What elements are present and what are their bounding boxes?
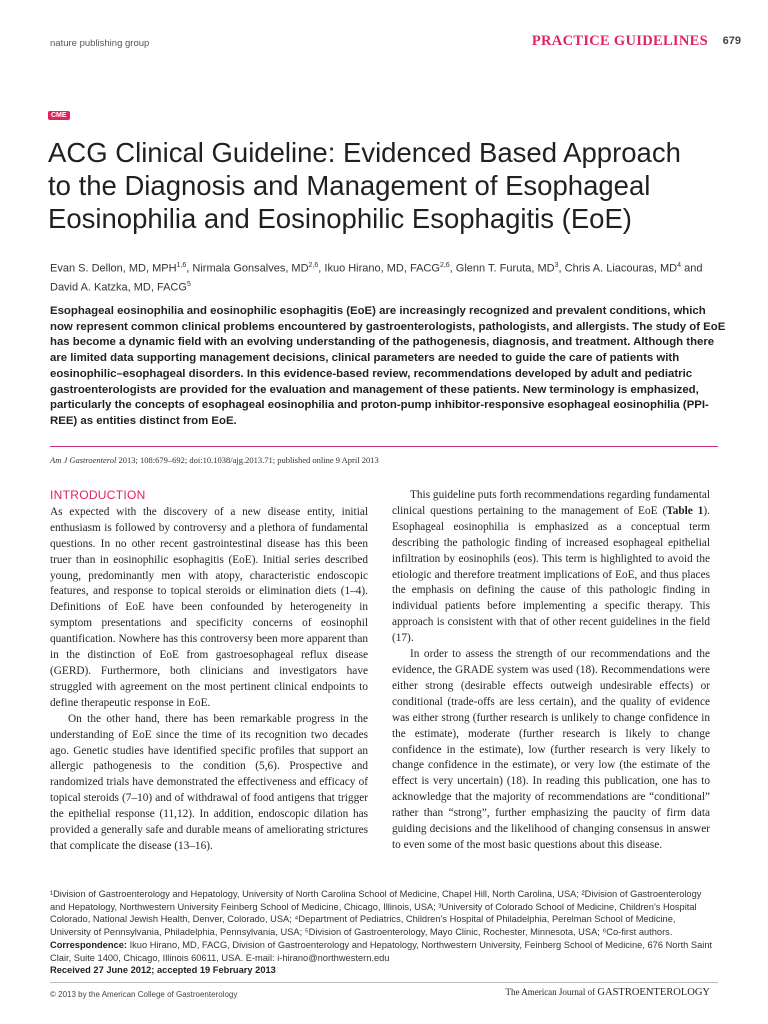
affiliation-footnotes [50, 888, 718, 977]
citation-journal: Am J Gastroenterol [50, 455, 117, 465]
author-list [50, 258, 726, 296]
author-affiliation: 2,6 [308, 262, 319, 269]
section-heading-introduction: INTRODUCTION [50, 488, 146, 502]
author-name: Evan S. Dellon, MD, MPH [50, 262, 177, 275]
author-affiliation: 4 [677, 262, 682, 269]
left-column [50, 488, 368, 855]
title-line: to the Diagnosis and Management of Esophageal [48, 170, 651, 201]
paragraph-text: ). Esophageal eosinophilia is emphasized as a conceptual term describing the pathologic finding of increased esophageal epithelial infiltration by eosinophils (eos). This term is highlighted to avoid the etiologic and therefore treatment implications of EoE, and thus places the emphasis on defining the cause of this pathologic finding in individual patients before implementing a specific therapy. This approach is consistent with that of other recent guidelines in the field (17). [392, 504, 710, 645]
section-label: PRACTICE GUIDELINES [531, 33, 708, 49]
copyright-notice: © 2013 by the American College of Gastroenterology [50, 990, 238, 999]
author-affiliation: 1,6 [176, 262, 187, 269]
author-name: David A. Katzka, MD, FACG [50, 281, 187, 294]
author-name: , Glenn T. Furuta, MD [449, 262, 555, 275]
paragraph-text: This guideline puts forth recommendations regarding fundamental clinical questions pertaining to the management of EoE ( [392, 489, 710, 517]
author-name: , Chris A. Liacouras, MD [558, 262, 678, 275]
affiliations-text: ¹Division of Gastroenterology and Hepatology, University of North Carolina School of Medicine, Chapel Hill, North Carolina, USA; ²Division of Gastroenterology and Hepatology, Northwestern University Feinberg School of Medicine, Chicago, Illinois, USA; ³University of Colorado School of Medicine, Children’s Hospital Colorado, National Jewish Health, Denver, Colorado, USA; ⁴Department of Pediatrics, Children’s Hospital of Philadelphia, Perelman School of Medicine, University of Pennsylvania, Philadelphia, Pennsylvania, USA; ⁵Division of Gastroenterology, Mayo Clinic, Rochester, Minnesota, USA; ⁶Co-first authors. [50, 889, 702, 938]
author-conjunction: and [681, 262, 703, 275]
journal-name [505, 987, 710, 998]
cme-badge: CME [48, 111, 70, 120]
received-dates: Received 27 June 2012; accepted 19 February 2013 [50, 965, 276, 976]
footer-divider [50, 982, 718, 983]
journal-prefix: The American Journal of [505, 987, 598, 997]
correspondence-label: Correspondence: [50, 939, 127, 950]
author-affiliation: 3 [554, 262, 559, 269]
body-paragraph: In order to assess the strength of our recommendations and the evidence, the GRADE system was used (18). Recommendations were either strong (desirable effects outweigh undesirable effects) or conditional (trade-offs are less certain), and the quality of evidence was either strong (further research is unlikely to change confidence in the estimate), moderate (further research is likely to change confidence in the estimate), low (further research is very likely to change confidence in the estimate), or very low (the estimate of the effect is very uncertain) (18). In reading this publication, one has to acknowledge that the majority of recommendations are “conditional” rather than “strong”, further emphasizing the paucity of firm data guiding decisions and the likelihood of changing consensus in answer to even some of the most basic questions about this disease. [392, 648, 710, 851]
article-title [48, 136, 728, 235]
publisher-name: nature publishing group [50, 38, 150, 49]
journal-title: GASTROENTEROLOGY [597, 987, 710, 998]
author-affiliation: 2,6 [439, 262, 450, 269]
right-column [392, 488, 710, 854]
body-paragraph [392, 488, 710, 647]
correspondence-text: Ikuo Hirano, MD, FACG, Division of Gastroenterology and Hepatology, Northwestern University, Feinberg School of Medicine, 676 North Saint Clair, Suite 1400, Chicago, Illinois 60611, USA. E-mail: i-hirano@northwestern.edu [50, 939, 713, 963]
table-reference-link[interactable]: Table 1 [666, 504, 704, 517]
title-line: Eosinophilia and Eosinophilic Esophagitis (EoE) [48, 203, 632, 234]
body-paragraph: As expected with the discovery of a new disease entity, initial enthusiasm is followed by controversy and a plethora of fundamental questions. In no other recent gastrointestinal disease has this been truer than in eosinophilic esophagitis (EoE). Initial series described young, predominantly men with atopy, characteristic endoscopic features, and response to topical steroids or elimination diets (1–4). Definitions of EoE have been confounded by heterogeneity in symptom presentations and specificity concerns of eosinophil quantification. Nowhere has this controversy been more apparent than in the distinction of EoE from gastroesophageal reflux disease (GERD). Furthermore, both clinicians and investigators have struggled with agreement on the most pertinent clinical endpoints to define therapeutic response in EoE. [50, 505, 368, 709]
abstract-divider [50, 446, 718, 447]
citation [50, 455, 379, 465]
author-name: , Ikuo Hirano, MD, FACG [318, 262, 440, 275]
author-name: , Nirmala Gonsalves, MD [186, 262, 309, 275]
author-affiliation: 5 [186, 281, 191, 289]
abstract: Esophageal eosinophilia and eosinophilic esophagitis (EoE) are increasingly recognized and prevalent conditions, which now represent common clinical problems encountered by gastroenterologists, pathologists, and allergists. The study of EoE has become a dynamic field with an evolving understanding of the pathogenesis, diagnosis, and treatment. Although there are limited data supporting management decisions, clinical parameters are needed to guide the care of patients with eosinophilic–esophageal disorders. In this evidence-based review, recommendations developed by adult and pediatric gastroenterologists are provided for the evaluation and management of these patients. New terminology is emphasized, particularly the concepts of esophageal eosinophilia and proton-pump inhibitor-responsive esophageal eosinophilia (PPI-REE) as entities distinct from EoE. [50, 305, 726, 427]
title-line: ACG Clinical Guideline: Evidenced Based Approach [48, 137, 681, 168]
page-number: 679 [722, 35, 741, 47]
body-paragraph: On the other hand, there has been remarkable progress in the understanding of EoE since the time of its recognition two decades ago. Genetic studies have identified specific profiles that support an allergic pathogenesis to the condition (5,6). Prospective and randomized trials have demonstrated the effectiveness and efficacy of topical steroids (7–10) and of withdrawal of food antigens that trigger the epithelial response (11,12). In addition, endoscopic dilation has provided a generally safe and durable means of ameliorating strictures that complicate the disease (13–16). [50, 712, 368, 852]
citation-details: 2013; 108:679–692; doi:10.1038/ajg.2013.71; published online 9 April 2013 [116, 455, 379, 465]
